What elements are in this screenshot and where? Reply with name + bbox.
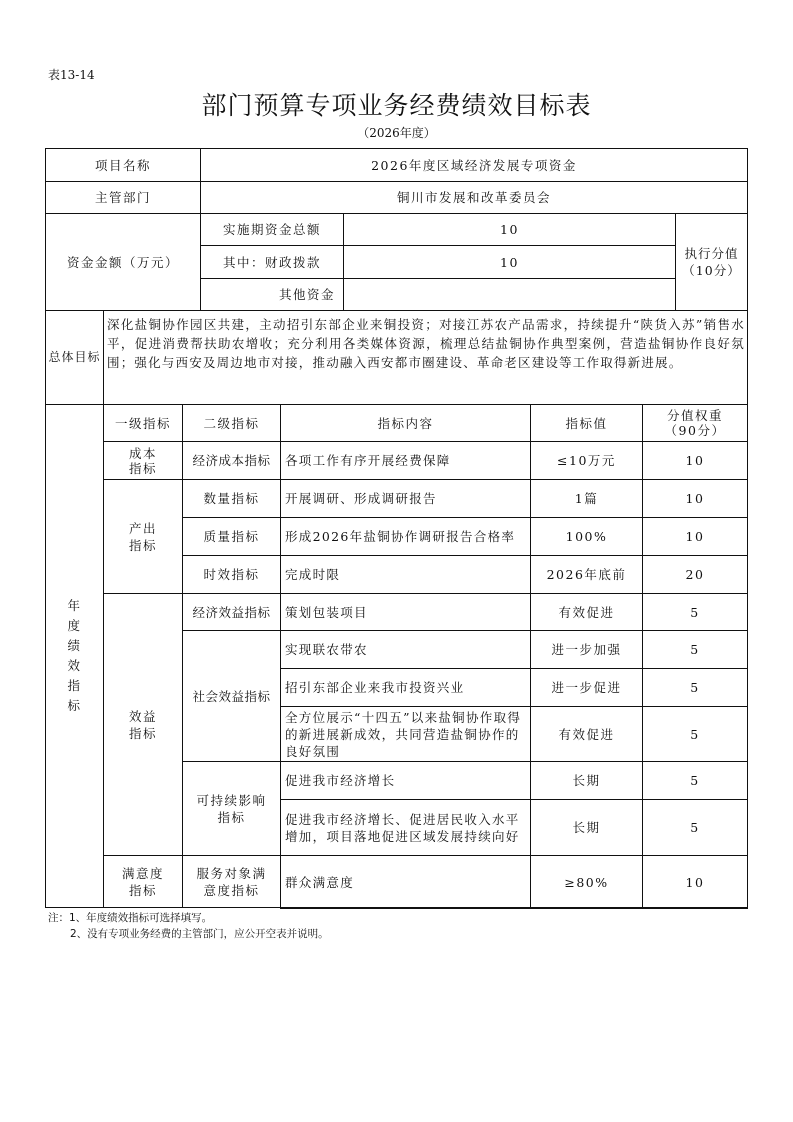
level2-sustainable: 可持续影响指标 [182,761,281,856]
indicator-value: 进一步促进 [530,668,643,707]
execution-score-label: 执行分值 [684,246,739,261]
funding-fiscal-label: 其中：财政拨款 [200,245,344,279]
level2-economic-benefit: 经济效益指标 [182,593,281,631]
department-label: 主管部门 [45,181,201,214]
level1-satisfaction: 满意度指标 [103,855,183,908]
level2-quality: 质量指标 [182,517,281,556]
indicator-weight: 10 [642,479,748,518]
indicator-content: 完成时限 [280,555,531,594]
project-name-value: 2026年度区域经济发展专项资金 [200,148,748,182]
funding-fiscal-value: 10 [343,245,676,279]
funding-other-label: 其他资金 [200,278,344,311]
note-1: 注：1、年度绩效指标可选择填写。 [48,912,213,924]
indicator-weight: 5 [642,761,748,800]
indicator-content: 形成2026年盐铜协作调研报告合格率 [280,517,531,556]
level2-quantity: 数量指标 [182,479,281,518]
project-name-label: 项目名称 [45,148,201,182]
level1-benefit: 效益指标 [103,593,183,856]
indicator-content: 促进我市经济增长 [280,761,531,800]
indicator-content: 开展调研、形成调研报告 [280,479,531,518]
indicator-weight: 5 [642,593,748,631]
header-content: 指标内容 [280,404,531,442]
department-value: 铜川市发展和改革委员会 [200,181,748,214]
level1-output: 产出指标 [103,479,183,594]
table-number: 表13-14 [48,68,95,82]
execution-score-cell [675,213,748,311]
indicator-content: 策划包装项目 [280,593,531,631]
indicator-value: 有效促进 [530,593,643,631]
indicator-content: 实现联农带农 [280,630,531,669]
header-value: 指标值 [530,404,643,442]
header-level1: 一级指标 [103,404,183,442]
level1-cost: 成本指标 [103,441,183,480]
indicator-weight: 10 [642,517,748,556]
header-weight-label: 分值权重 [666,408,723,423]
funding-label: 资金金额（万元） [45,213,201,311]
indicator-value: ≤10万元 [530,441,643,480]
indicator-value: 100% [530,517,643,556]
funding-other-value [343,278,676,311]
indicator-weight: 5 [642,668,748,707]
indicator-weight: 20 [642,555,748,594]
indicator-value: 进一步加强 [530,630,643,669]
indicator-value: 长期 [530,799,643,856]
indicator-weight: 5 [642,706,748,762]
annual-indicators-label: 年度绩效指标 [45,404,104,908]
indicator-content: 全方位展示“十四五”以来盐铜协作取得的新进展新成效，共同营造盐铜协作的良好氛围 [280,706,531,762]
indicator-weight: 5 [642,630,748,669]
level2-economic-cost: 经济成本指标 [182,441,281,480]
indicator-content: 各项工作有序开展经费保障 [280,441,531,480]
overall-goal-label: 总体目标 [45,310,104,405]
fiscal-year: （2026年度） [357,126,436,140]
overall-goal-text: 深化盐铜协作园区共建，主动招引东部企业来铜投资；对接江苏农产品需求，持续提升“陕货入苏”销售水平，促进消费帮扶助农增收；充分利用各类媒体资源，梳理总结盐铜协作典型案例，营造盐铜协作良好氛围；强化与西安及周边地市对接，推动融入西安都市圈建设、革命老区建设等工作取得新进展。 [103,310,748,405]
indicator-content: 群众满意度 [280,855,531,909]
header-weight [642,404,748,442]
indicator-content: 促进我市经济增长、促进居民收入水平增加，项目落地促进区域发展持续向好 [280,799,531,856]
indicator-weight: 10 [642,441,748,480]
indicator-weight: 5 [642,799,748,856]
funding-total-value: 10 [343,213,676,246]
level2-social-benefit: 社会效益指标 [182,630,281,762]
indicator-value: 有效促进 [530,706,643,762]
note-2: 2、没有专项业务经费的主管部门，应公开空表并说明。 [70,928,329,940]
level2-timeliness: 时效指标 [182,555,281,594]
execution-score-value: （10分） [682,263,741,278]
level2-service-satisfaction: 服务对象满意度指标 [182,855,281,908]
funding-total-label: 实施期资金总额 [200,213,344,246]
indicator-value: 长期 [530,761,643,800]
header-level2: 二级指标 [182,404,281,442]
indicator-weight: 10 [642,855,748,909]
indicator-content: 招引东部企业来我市投资兴业 [280,668,531,707]
indicator-value: 2026年底前 [530,555,643,594]
page-title: 部门预算专项业务经费绩效目标表 [201,91,592,120]
header-weight-total: （90分） [664,423,726,438]
indicator-value: ≥80% [530,855,643,909]
indicator-value: 1篇 [530,479,643,518]
